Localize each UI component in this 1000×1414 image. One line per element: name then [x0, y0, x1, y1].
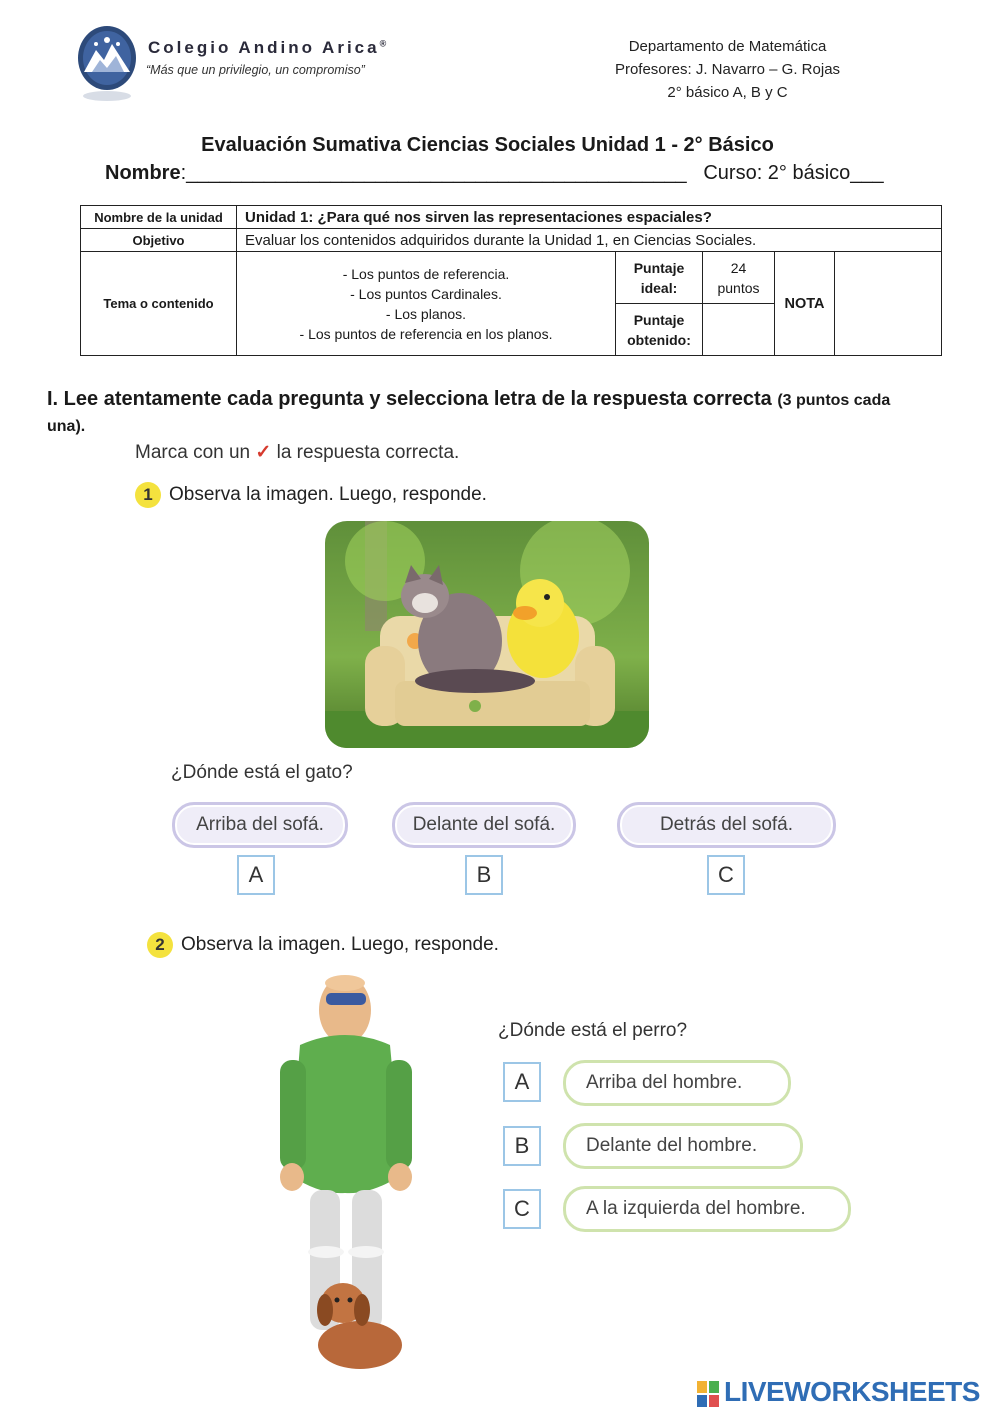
topic-label: Tema o contenido	[81, 252, 237, 356]
liveworksheets-brand[interactable]: LIVEWORKSHEETS	[724, 1376, 980, 1407]
teachers: Profesores: J. Navarro – G. Rojas	[614, 61, 841, 78]
grade-label: NOTA	[775, 252, 835, 356]
topic-item: - Los planos.	[385, 305, 467, 322]
name-field[interactable]	[105, 162, 884, 185]
q2-option-a-box[interactable]: A	[503, 1062, 541, 1102]
question-2-prompt: 2 Observa la imagen. Luego, responde.	[147, 932, 499, 958]
q1-option-b-text: Delante del sofá.	[392, 802, 576, 848]
q1-option-c-box[interactable]: C	[707, 855, 745, 895]
grade-value[interactable]	[835, 252, 942, 356]
topic-item: - Los puntos de referencia en los planos.	[299, 325, 553, 342]
unit-value: Unidad 1: ¿Para qué nos sirven las representaciones espaciales?	[237, 206, 942, 229]
school-motto: “Más que un privilegio, un compromiso”	[146, 63, 365, 77]
question-number-badge: 1	[135, 482, 161, 508]
q1-option-c-text: Detrás del sofá.	[617, 802, 836, 848]
section-title: I. Lee atentamente cada pregunta y selecciona letra de la respuesta correcta (3 puntos cada una).	[47, 388, 891, 435]
unit-label: Nombre de la unidad	[81, 206, 237, 229]
course-field[interactable]: Curso: 2° básico___	[703, 162, 884, 184]
topic-item: - Los puntos Cardinales.	[350, 285, 502, 302]
question-1-prompt: 1 Observa la imagen. Luego, responde.	[135, 482, 487, 508]
grade-groups: 2° básico A, B y C	[667, 84, 788, 101]
objective-label: Objetivo	[81, 229, 237, 252]
objective-value: Evaluar los contenidos adquiridos durante la Unidad 1, en Ciencias Sociales.	[237, 229, 942, 252]
question-number-badge: 2	[147, 932, 173, 958]
instruction: Marca con un ✓ la respuesta correcta.	[135, 442, 460, 463]
q2-option-c-text: A la izquierda del hombre.	[563, 1186, 851, 1232]
q1-option-b-box[interactable]: B	[465, 855, 503, 895]
topic-list	[237, 252, 616, 356]
man-and-dog-figure	[140, 965, 485, 1370]
department-name: Departamento de Matemática	[628, 38, 827, 55]
evaluation-info-table	[80, 205, 942, 356]
name-label: Nombre	[105, 162, 181, 184]
q2-option-a-text: Arriba del hombre.	[563, 1060, 791, 1106]
q1-option-a-text: Arriba del sofá.	[172, 802, 348, 848]
department-info	[560, 35, 895, 104]
obtained-score-label: Puntaje obtenido:	[616, 304, 703, 356]
school-logo	[74, 22, 140, 106]
q2-option-c-box[interactable]: C	[503, 1189, 541, 1229]
question-1-text: ¿Dónde está el gato?	[171, 762, 353, 783]
cat-on-sofa-image	[325, 521, 649, 748]
school-name: Colegio Andino Arica®	[148, 38, 390, 57]
check-mark-icon: ✓	[255, 442, 272, 463]
liveworksheets-logo-icon	[697, 1379, 721, 1409]
evaluation-title: Evaluación Sumativa Ciencias Sociales Unidad 1 - 2° Básico	[201, 134, 774, 156]
ideal-score-value: 24 puntos	[703, 252, 775, 304]
topic-item: - Los puntos de referencia.	[342, 265, 510, 282]
name-blank[interactable]: :_____________________________________________	[180, 162, 687, 184]
q2-option-b-text: Delante del hombre.	[563, 1123, 803, 1169]
obtained-score-value[interactable]	[703, 304, 775, 356]
ideal-score-label: Puntaje ideal:	[616, 252, 703, 304]
question-2-text: ¿Dónde está el perro?	[498, 1020, 688, 1041]
q1-option-a-box[interactable]: A	[237, 855, 275, 895]
q2-option-b-box[interactable]: B	[503, 1126, 541, 1166]
